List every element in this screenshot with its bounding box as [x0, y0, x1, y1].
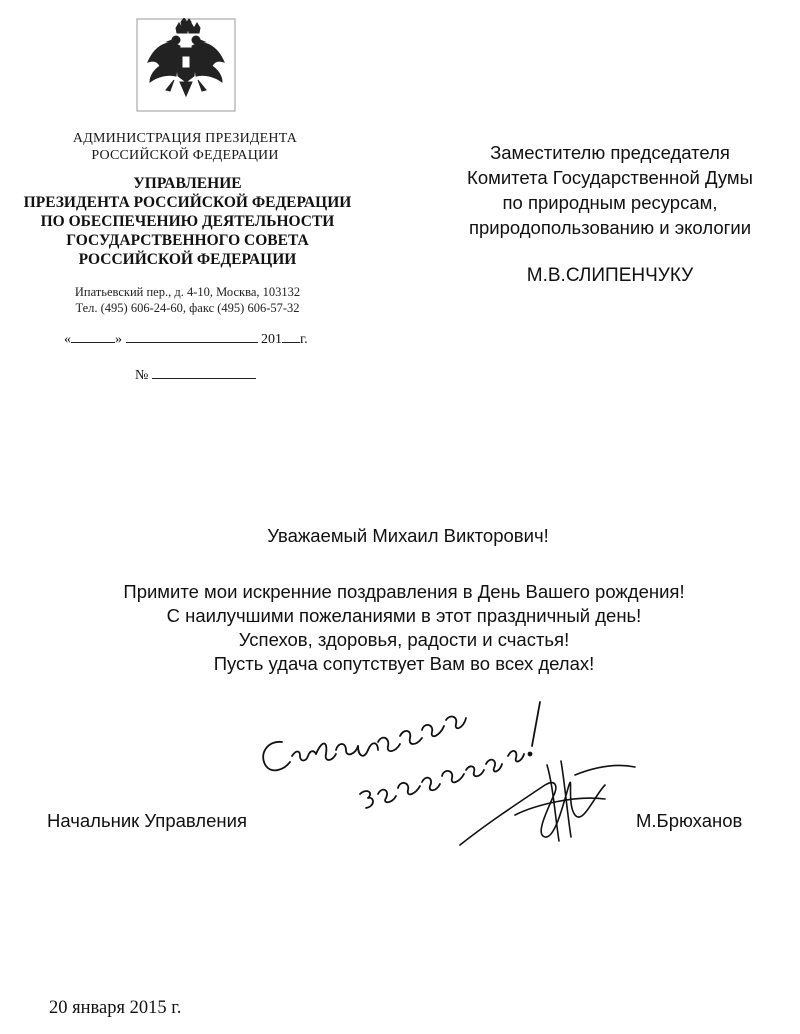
number-sign: № [135, 368, 149, 383]
date-open-quote: « [64, 332, 71, 347]
administration-line: АДМИНИСТРАЦИЯ ПРЕЗИДЕНТА [72, 131, 298, 146]
greeting-paragraph [0, 580, 800, 676]
signature [455, 745, 640, 860]
department-line: РОССИЙСКОЙ ФЕДЕРАЦИИ [78, 251, 297, 268]
addressee-line: Заместителю председателя [490, 142, 730, 163]
addressee-block [430, 140, 790, 240]
letterhead-contacts [40, 284, 335, 316]
addressee-line: Комитета Государственной Думы [467, 167, 753, 188]
addressee-name: М.В.СЛИПЕНЧУКУ [526, 265, 694, 286]
document-date: 20 января 2015 г. [49, 998, 182, 1018]
date-close-quote: » [115, 332, 122, 347]
date-field [64, 330, 308, 348]
signer-position: Начальник Управления [47, 810, 247, 831]
addressee-line: по природным ресурсам, [502, 192, 718, 213]
addressee-line: природопользованию и экологии [468, 217, 752, 238]
day-blank [71, 330, 115, 343]
address: Ипатьевский пер., д. 4-10, Москва, 103132 [74, 285, 301, 299]
department-line: ПО ОБЕСПЕЧЕНИЮ ДЕЯТЕЛЬНОСТИ [40, 213, 335, 230]
salutation: Уважаемый Михаил Викторович! [267, 525, 549, 546]
greeting-line: Примите мои искренние поздравления в День Вашего рождения! [123, 581, 685, 602]
number-blank [152, 366, 256, 379]
greeting-line: Пусть удача сопутствует Вам во всех делах! [213, 653, 595, 674]
administration-header [45, 130, 325, 164]
coat-of-arms-icon [136, 18, 236, 112]
department-header [15, 174, 360, 269]
year-blank [282, 330, 300, 343]
number-field [135, 366, 256, 384]
greeting-line: Успехов, здоровья, радости и счастья! [238, 629, 570, 650]
department-line: УПРАВЛЕНИЕ [133, 175, 242, 192]
department-line: ГОСУДАРСТВЕННОГО СОВЕТА [66, 232, 309, 249]
date-year: 201 [261, 332, 282, 347]
date-year-suffix: г. [300, 332, 308, 347]
greeting-line: С наилучшими пожеланиями в этот праздничный день! [166, 605, 642, 626]
signer-name: М.Брюханов [636, 810, 743, 831]
phone-fax: Тел. (495) 606-24-60, факс (495) 606-57-32 [75, 301, 300, 315]
month-blank [126, 330, 258, 343]
department-line: ПРЕЗИДЕНТА РОССИЙСКОЙ ФЕДЕРАЦИИ [23, 194, 352, 211]
administration-line: РОССИЙСКОЙ ФЕДЕРАЦИИ [91, 148, 279, 163]
